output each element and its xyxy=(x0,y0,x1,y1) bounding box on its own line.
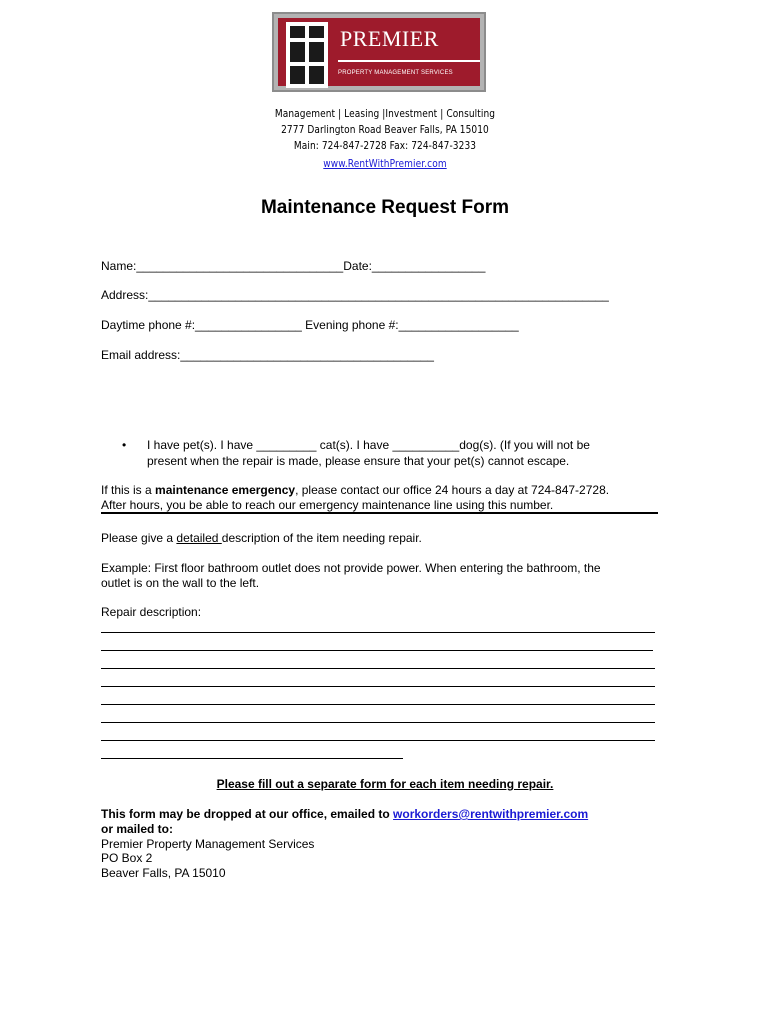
repair-line[interactable] xyxy=(101,650,653,651)
repair-line[interactable] xyxy=(101,758,403,759)
website-link[interactable]: www.RentWithPremier.com xyxy=(323,157,447,170)
repair-line[interactable] xyxy=(101,722,655,723)
example-line-2: outlet is on the wall to the left. xyxy=(101,576,260,590)
emergency-notice: If this is a maintenance emergency, please contact our office 24 hours a day at 724-847-2728. xyxy=(101,483,610,497)
mail-city: Beaver Falls, PA 15010 xyxy=(101,866,226,880)
repair-line[interactable] xyxy=(101,632,655,633)
logo-tagline: PROPERTY MANAGEMENT SERVICES xyxy=(338,70,453,76)
detail-instruction: Please give a detailed description of the item needing repair. xyxy=(101,531,422,545)
repair-line[interactable] xyxy=(101,704,655,705)
logo-divider xyxy=(338,60,480,62)
repair-line[interactable] xyxy=(101,668,655,669)
logo-wordmark: PREMIER xyxy=(340,26,439,51)
repair-label: Repair description: xyxy=(101,605,202,619)
section-divider xyxy=(101,512,658,514)
services-line: Management | Leasing |Investment | Consulting xyxy=(274,107,496,120)
mail-company-name: Premier Property Management Services xyxy=(101,837,315,851)
company-logo xyxy=(272,12,486,92)
example-line-1: Example: First floor bathroom outlet does not provide power. When entering the bathroom, the xyxy=(101,561,601,575)
workorders-email-link[interactable]: workorders@rentwithpremier.com xyxy=(393,807,589,821)
after-hours-notice: After hours, you be able to reach our emergency maintenance line using this number. xyxy=(101,498,554,512)
repair-line[interactable] xyxy=(101,740,655,741)
pets-line-2: present when the repair is made, please ensure that your pet(s) cannot escape. xyxy=(147,454,570,468)
mail-po-box: PO Box 2 xyxy=(101,851,153,865)
bullet-icon: • xyxy=(122,438,127,452)
page-title: Maintenance Request Form xyxy=(260,197,510,218)
email-field[interactable]: Email address:______________________________________ xyxy=(101,348,434,362)
drop-off-instructions: This form may be dropped at our office, emailed to workorders@rentwithpremier.com xyxy=(101,807,589,821)
window-icon xyxy=(286,22,328,88)
phone-numbers: Main: 724-847-2728 Fax: 724-847-3233 xyxy=(293,139,477,152)
separate-form-note: Please fill out a separate form for each item needing repair. xyxy=(216,777,554,791)
mailed-to-label: or mailed to: xyxy=(101,822,174,836)
office-address: 2777 Darlington Road Beaver Falls, PA 15010 xyxy=(281,123,489,136)
pets-line-1: I have pet(s). I have _________ cat(s). I have __________dog(s). (If you will not be xyxy=(147,438,590,452)
repair-line[interactable] xyxy=(101,686,655,687)
logo-background xyxy=(278,18,480,86)
address-field[interactable]: Address:_____________________________________________________________________ xyxy=(101,288,609,302)
name-date-field[interactable]: Name:_______________________________Date:_________________ xyxy=(101,259,486,273)
phone-fields[interactable]: Daytime phone #:________________ Evening phone #:__________________ xyxy=(101,318,519,332)
